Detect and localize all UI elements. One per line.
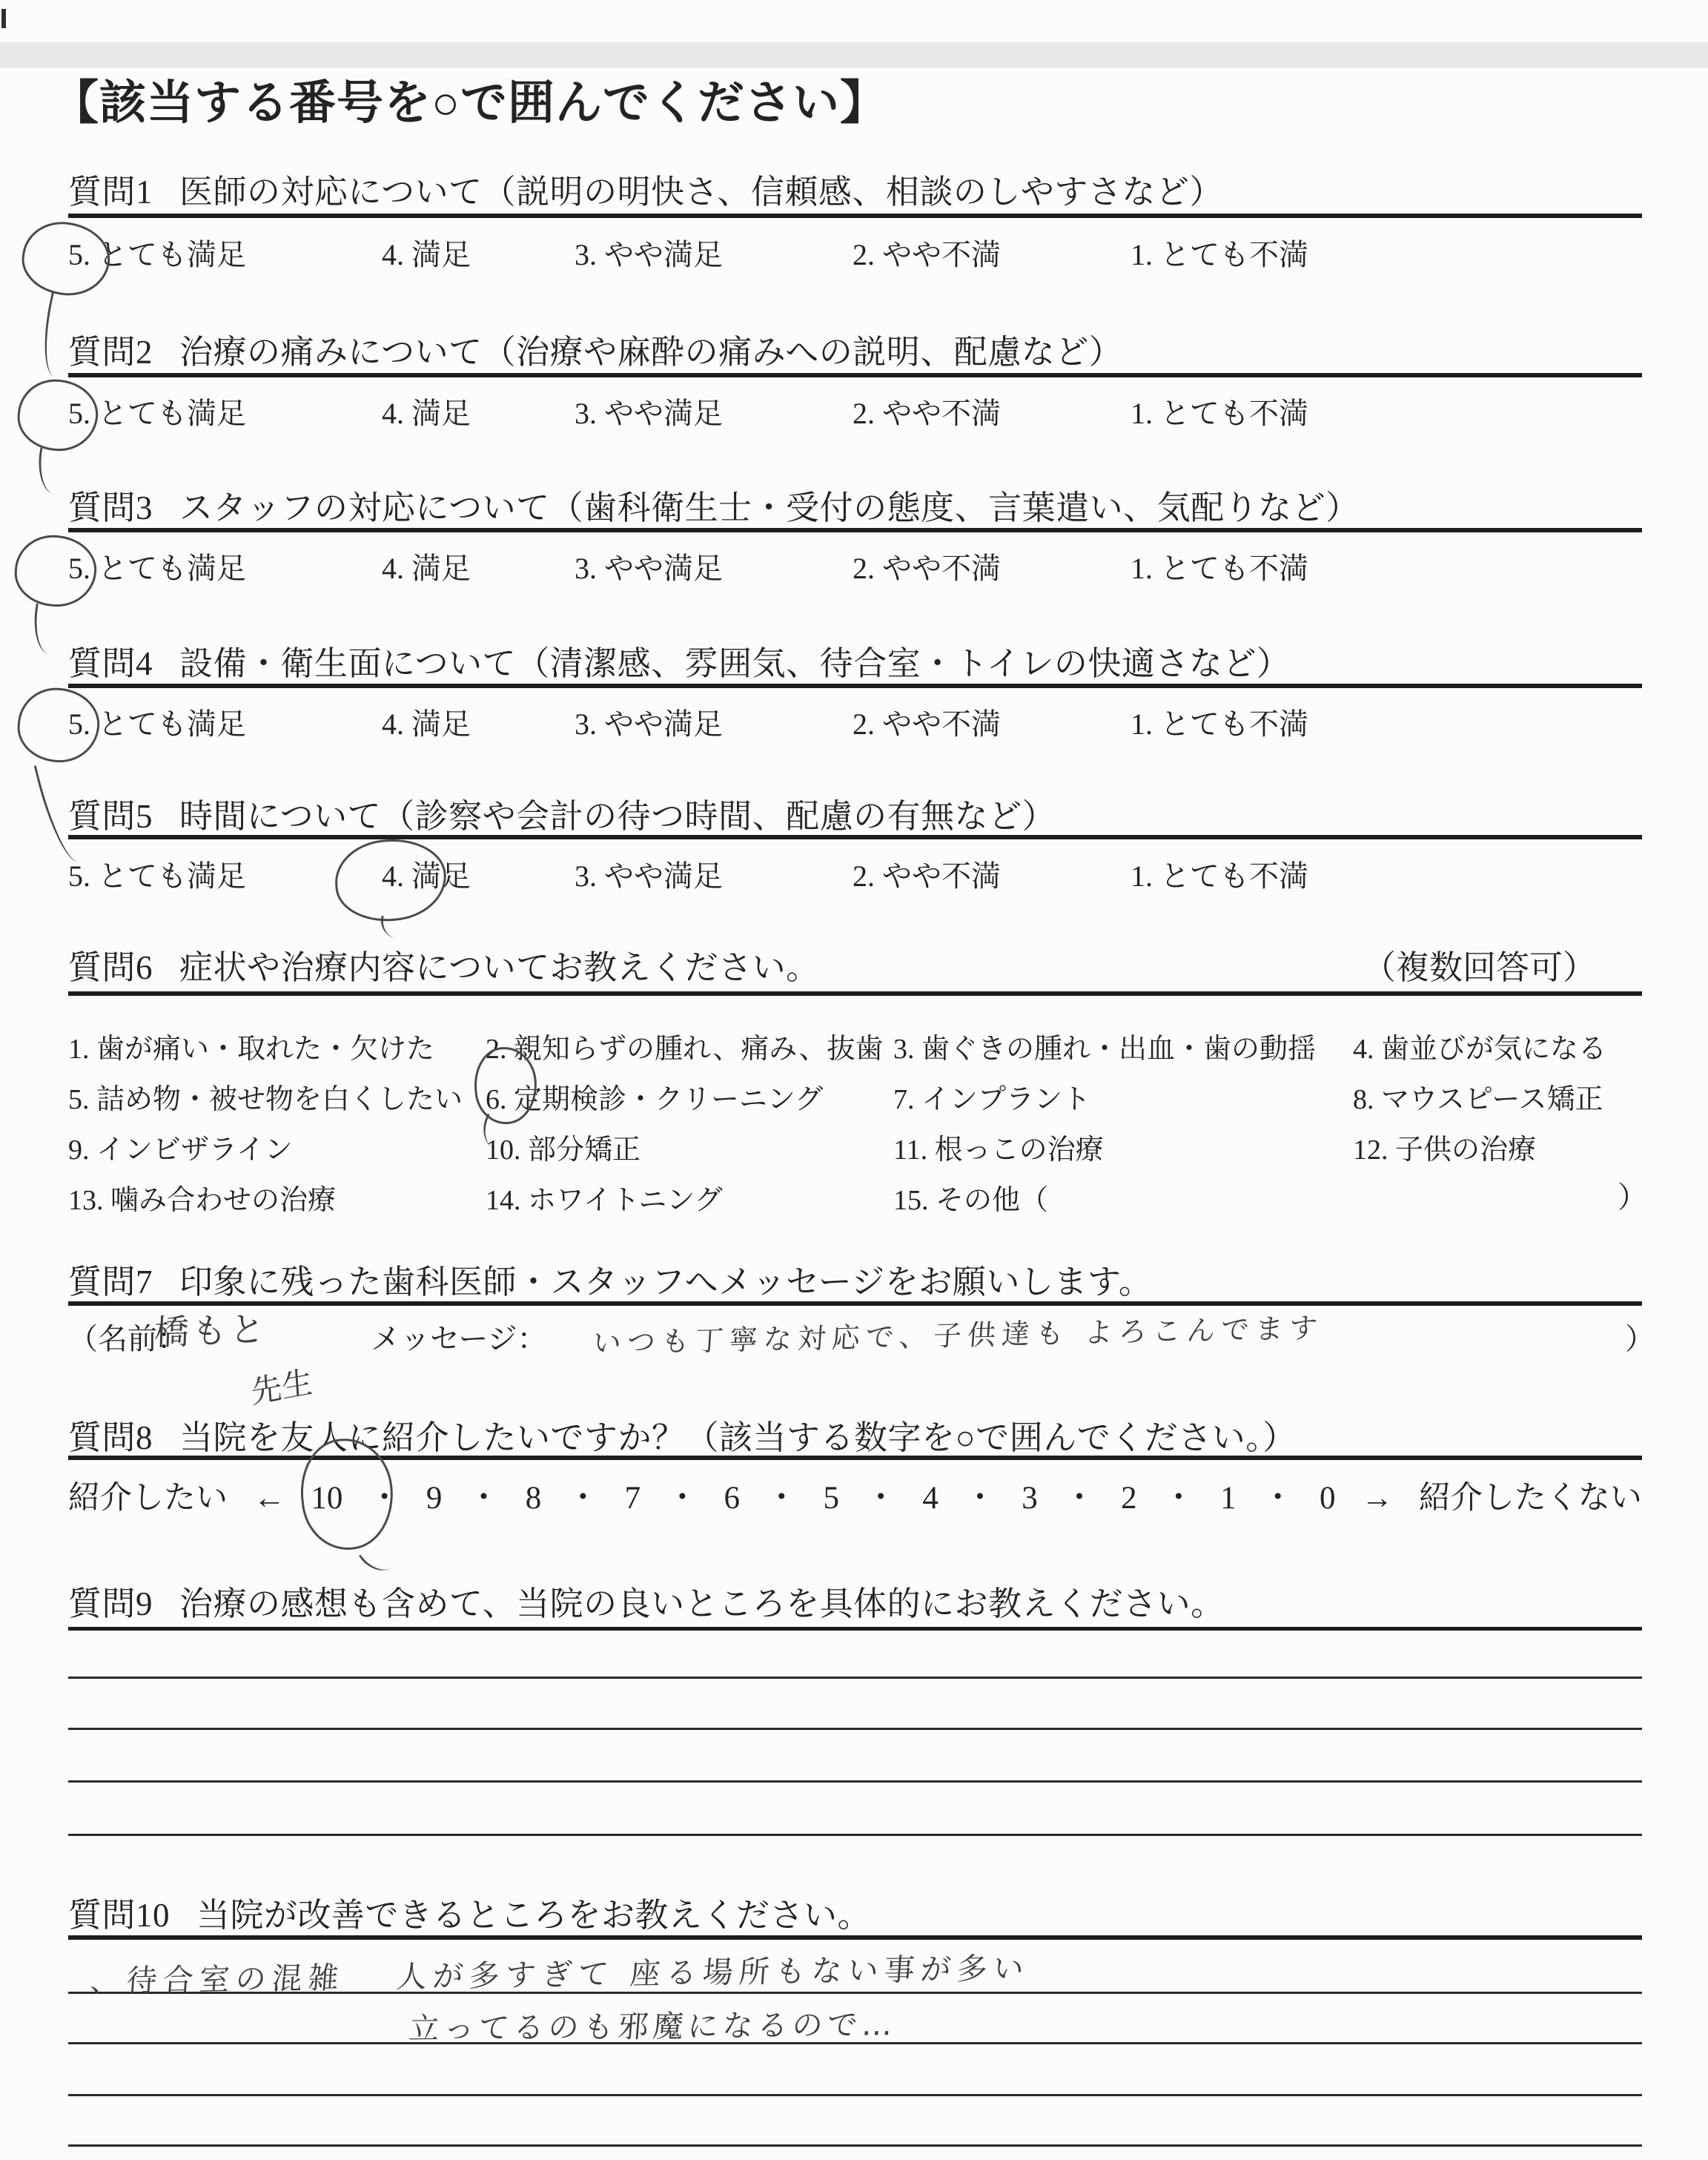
- q5-option-4: 4. 満足: [382, 859, 471, 893]
- q9-heading: [68, 1576, 1225, 1625]
- q6-option-2: 2. 親知らずの腫れ、痛み、抜歯: [486, 1034, 884, 1065]
- q10-answer-handwriting-line1: 、待合室の混雑 人が多すぎて 座る場所もない事が多い: [89, 1950, 1031, 1999]
- q6-option-9: 9. インビザライン: [68, 1135, 293, 1166]
- q10-writing-line-3: [68, 2094, 1642, 2096]
- q3-option-2: 2. やや不満: [853, 552, 1001, 585]
- q7-heading: [68, 1255, 1152, 1303]
- q5-option-1: 1. とても不満: [1131, 859, 1308, 893]
- q1-title: 医師の対応について（説明の明快さ、信頼感、相談のしやすさなど）: [179, 174, 1223, 211]
- q8-heading: [68, 1410, 1297, 1459]
- q8-dot: ・: [1262, 1481, 1294, 1516]
- q6-option-4: 4. 歯並びが気になる: [1353, 1034, 1607, 1065]
- q2-title: 治療の痛みについて（治療や麻酔の痛みへの説明、配慮など）: [179, 334, 1123, 371]
- q2-option-3: 3. やや満足: [575, 397, 723, 430]
- q8-dot: ・: [964, 1481, 996, 1516]
- q4-title: 設備・衛生面について（清潔感、雰囲気、待合室・トイレの快適さなど）: [179, 645, 1291, 682]
- q1-option-3: 3. やや満足: [575, 238, 723, 271]
- q8-number-5: 5: [823, 1481, 839, 1516]
- q2-answer-circle: [14, 376, 101, 455]
- q9-writing-line-2: [68, 1677, 1642, 1679]
- q8-label: 質問8: [68, 1419, 153, 1456]
- q6-option-6: 6. 定期検診・クリーニング: [486, 1084, 824, 1115]
- q6-multi-answer-note: （複数回答可）: [1363, 949, 1597, 986]
- q4-option-3: 3. やや満足: [575, 707, 723, 741]
- q10-heading: [68, 1888, 871, 1936]
- q8-number-7: 7: [624, 1481, 641, 1516]
- q5-label: 質問5: [68, 798, 153, 835]
- q6-option-1: 1. 歯が痛い・取れた・欠けた: [68, 1034, 435, 1065]
- q10-label: 質問10: [68, 1897, 171, 1934]
- q8-number-8: 8: [525, 1481, 542, 1516]
- q9-title: 治療の感想も含めて、当院の良いところを具体的にお教えください。: [179, 1585, 1225, 1622]
- q6-option-11: 11. 根っこの治療: [893, 1135, 1104, 1166]
- q5-option-3: 3. やや満足: [575, 859, 723, 893]
- q4-answer-circle: [14, 684, 103, 767]
- q10-writing-line-4: [68, 2144, 1642, 2147]
- q7-message-handwriting: いつも丁寧な対応で、子供達も よろこんでます: [592, 1311, 1325, 1360]
- q7-name-handwriting: 橋もと: [153, 1309, 268, 1354]
- q5-heading: [68, 789, 1056, 837]
- q8-left-arrow-icon: ←: [253, 1481, 285, 1516]
- q8-number-6: 6: [724, 1481, 741, 1516]
- q4-option-2: 2. やや不満: [853, 707, 1001, 741]
- q6-other-close-paren: ）: [1618, 1180, 1647, 1214]
- q5-answer-circle: [332, 836, 448, 925]
- q4-separator: [68, 684, 1642, 688]
- q4-option-5: 5. とても満足: [68, 707, 246, 741]
- q6-heading: [68, 940, 820, 988]
- q8-number-0: 0: [1319, 1481, 1336, 1516]
- q8-title: 当院を友人に紹介したいですか？（該当する数字を○で囲んでください。）: [179, 1419, 1297, 1456]
- q3-answer-circle-tail: [30, 604, 66, 656]
- q4-label: 質問4: [68, 645, 153, 682]
- q8-dot: ・: [1063, 1481, 1096, 1516]
- q2-answer-circle-tail: [34, 448, 70, 496]
- q1-option-5: 5. とても満足: [68, 238, 246, 271]
- q8-dot: ・: [566, 1481, 599, 1516]
- q7-label: 質問7: [68, 1264, 153, 1301]
- q10-title: 当院が改善できるところをお教えください。: [196, 1897, 872, 1934]
- q8-number-9: 9: [426, 1481, 443, 1516]
- q8-right-arrow-icon: →: [1361, 1481, 1394, 1516]
- q6-option-12: 12. 子供の治療: [1353, 1135, 1537, 1166]
- q2-option-2: 2. やや不満: [853, 397, 1001, 430]
- q1-answer-circle: [17, 216, 115, 301]
- q1-option-2: 2. やや不満: [853, 238, 1001, 271]
- q1-option-1: 1. とても不満: [1131, 238, 1308, 271]
- page-title: 【該当する番号を○で囲んでください】: [52, 77, 888, 129]
- q3-separator: [68, 528, 1642, 532]
- q3-label: 質問3: [68, 489, 153, 526]
- q6-label: 質問6: [68, 949, 153, 986]
- q7-separator: [68, 1301, 1642, 1306]
- q9-writing-line-4: [68, 1780, 1642, 1783]
- q7-name-suffix-handwriting: 先生: [250, 1363, 314, 1411]
- q9-writing-line-5: [68, 1834, 1642, 1836]
- q1-label: 質問1: [68, 174, 153, 211]
- q8-dot: ・: [666, 1481, 698, 1516]
- q8-dot: ・: [368, 1481, 401, 1516]
- q8-dot: ・: [765, 1481, 798, 1516]
- q6-title: 症状や治療内容についてお教えください。: [179, 949, 820, 986]
- q2-option-5: 5. とても満足: [68, 397, 246, 430]
- q7-close-paren: ）: [1625, 1322, 1655, 1355]
- q8-number-1: 1: [1220, 1481, 1237, 1516]
- q6-option-7: 7. インプラント: [893, 1084, 1091, 1115]
- q3-option-3: 3. やや満足: [575, 552, 723, 585]
- q5-option-5: 5. とても満足: [68, 859, 246, 893]
- q8-left-label: 紹介したい: [68, 1481, 228, 1516]
- scan-artifact-band: [0, 42, 1708, 68]
- q8-number-4: 4: [922, 1481, 939, 1516]
- q4-heading: [68, 636, 1290, 684]
- q1-separator: [68, 214, 1642, 218]
- q3-title: スタッフの対応について（歯科衛生士・受付の態度、言葉遣い、気配りなど）: [179, 489, 1360, 526]
- q1-heading: [68, 165, 1223, 213]
- q3-answer-circle: [13, 532, 99, 609]
- q1-option-4: 4. 満足: [382, 238, 471, 271]
- q2-separator: [68, 373, 1642, 377]
- q10-separator: [68, 1935, 1642, 1940]
- q8-number-10: 10: [311, 1481, 343, 1516]
- q3-heading: [68, 480, 1360, 529]
- q8-dot: ・: [468, 1481, 500, 1516]
- q3-option-1: 1. とても不満: [1131, 552, 1308, 585]
- q4-option-4: 4. 満足: [382, 707, 471, 741]
- q8-number-2: 2: [1121, 1481, 1137, 1516]
- q6-option-5: 5. 詰め物・被せ物を白くしたい: [68, 1084, 463, 1115]
- q8-number-3: 3: [1022, 1481, 1038, 1516]
- q3-option-4: 4. 満足: [382, 552, 471, 585]
- q9-writing-line-3: [68, 1728, 1642, 1730]
- q3-option-5: 5. とても満足: [68, 552, 246, 585]
- q8-separator: [68, 1456, 1642, 1460]
- q5-title: 時間について（診察や会計の待つ時間、配慮の有無など）: [179, 798, 1056, 835]
- q2-label: 質問2: [68, 334, 153, 371]
- q9-writing-line-1: [68, 1627, 1642, 1631]
- q2-heading: [68, 325, 1122, 373]
- q2-option-4: 4. 満足: [382, 397, 471, 430]
- q2-option-1: 1. とても不満: [1131, 397, 1308, 430]
- q10-answer-handwriting-line2: 立ってるのも邪魔になるので…: [407, 2007, 898, 2047]
- q9-label: 質問9: [68, 1585, 153, 1622]
- scan-artifact-mark: [1, 9, 6, 28]
- q6-option-8: 8. マウスピース矯正: [1353, 1084, 1603, 1115]
- q6-option-15: 15. その他（: [893, 1185, 1049, 1216]
- q6-separator: [68, 991, 1642, 996]
- q8-right-label: 紹介したくない: [1418, 1481, 1642, 1516]
- q5-answer-circle-tail: [378, 916, 411, 942]
- q5-separator: [68, 835, 1642, 839]
- q6-option-3: 3. 歯ぐきの腫れ・出血・歯の動揺: [893, 1034, 1317, 1065]
- q8-dot: ・: [1162, 1481, 1195, 1516]
- q6-option-13: 13. 噛み合わせの治療: [68, 1185, 337, 1216]
- q6-option-14: 14. ホワイトニング: [486, 1185, 723, 1216]
- q5-option-2: 2. やや不満: [853, 859, 1001, 893]
- q7-message-label: メッセージ：: [371, 1322, 547, 1355]
- q6-option-10: 10. 部分矯正: [486, 1135, 641, 1166]
- q7-title: 印象に残った歯科医師・スタッフへメッセージをお願いします。: [179, 1264, 1153, 1301]
- q8-dot: ・: [864, 1481, 897, 1516]
- q4-option-1: 1. とても不満: [1131, 707, 1308, 741]
- q7-name-label: （名前：: [68, 1322, 187, 1355]
